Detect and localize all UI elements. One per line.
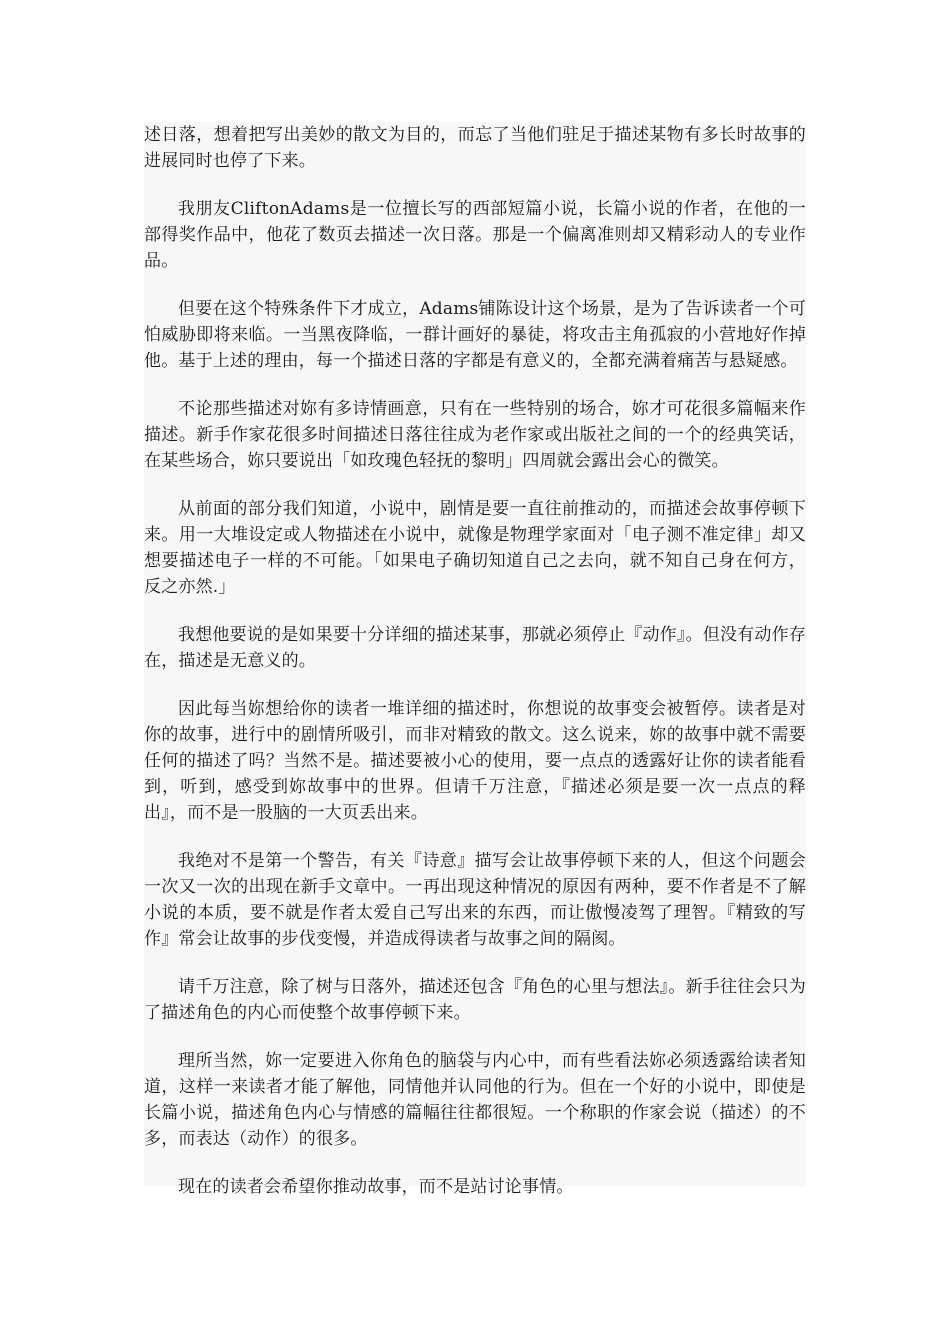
paragraph-8: 我绝对不是第一个警告，有关『诗意』描写会让故事停顿下来的人，但这个问题会一次又一次的出现在新手文章中。一再出现这种情况的原因有两种，要不作者是不了解小说的本质，要不就是作者太爱自己写出来的东西，而让傲慢凌驾了理智。『精致的写作』常会让故事的步伐变慢，并造成得读者与故事之间的隔阂。 [144,851,806,949]
paragraph-2: 我朋友CliftonAdams是一位擅长写的西部短篇小说，长篇小说的作者，在他的一部得奖作品中，他花了数页去描述一次日落。那是一个偏离准则却又精彩动人的专业作品。 [144,199,806,271]
paragraph-11: 现在的读者会希望你推动故事，而不是站讨论事情。 [178,1177,574,1197]
paragraph-5: 从前面的部分我们知道，小说中，剧情是要一直往前推动的，而描述会故事停顿下来。用一大堆设定或人物描述在小说中，就像是物理学家面对「电子测不准定律」却又想要描述电子一样的不可能。「如果电子确切知道自己之去向，就不知自己身在何方，反之亦然.」 [144,499,806,597]
paragraph-1: 述日落，想着把写出美妙的散文为目的，而忘了当他们驻足于描述某物有多长时故事的进展同时也停了下来。 [144,125,806,171]
paragraph-7: 因此每当妳想给你的读者一堆详细的描述时，你想说的故事变会被暂停。读者是对你的故事，进行中的剧情所吸引，而非对精致的散文。这么说来，妳的故事中就不需要任何的描述了吗？当然不是。描述要被小心的使用，要一点点的透露好让你的读者能看到，听到，感受到妳故事中的世界。但请千万注意，『描述必须是要一次一点点的释出』，而不是一股脑的一大页丢出来。 [144,699,806,823]
paragraph-9: 请千万注意，除了树与日落外，描述还包含『角色的心里与想法』。新手往往会只为了描述角色的内心而使整个故事停顿下来。 [144,977,806,1023]
paragraph-6: 我想他要说的是如果要十分详细的描述某事，那就必须停止『动作』。但没有动作存在，描述是无意义的。 [144,625,806,671]
paragraph-10: 理所当然，妳一定要进入你角色的脑袋与内心中，而有些看法妳必须透露给读者知道，这样一来读者才能了解他，同情他并认同他的行为。但在一个好的小说中，即使是长篇小说，描述角色内心与情感的篇幅往往都很短。一个称职的作家会说（描述）的不多，而表达（动作）的很多。 [144,1051,806,1149]
paragraph-3: 但要在这个特殊条件下才成立，Adams铺陈设计这个场景，是为了告诉读者一个可怕威胁即将来临。一当黑夜降临，一群计画好的暴徒，将攻击主角孤寂的小营地好作掉他。基于上述的理由，每一个描述日落的字都是有意义的，全都充满着痛苦与悬疑感。 [144,299,806,371]
document-body [144,122,806,1197]
paragraph-4: 不论那些描述对妳有多诗情画意，只有在一些特别的场合，妳才可花很多篇幅来作描述。新手作家花很多时间描述日落往往成为老作家或出版社之间的一个的经典笑话，在某些场合，妳只要说出「如玫瑰色轻抚的黎明」四周就会露出会心的微笑。 [144,399,806,471]
